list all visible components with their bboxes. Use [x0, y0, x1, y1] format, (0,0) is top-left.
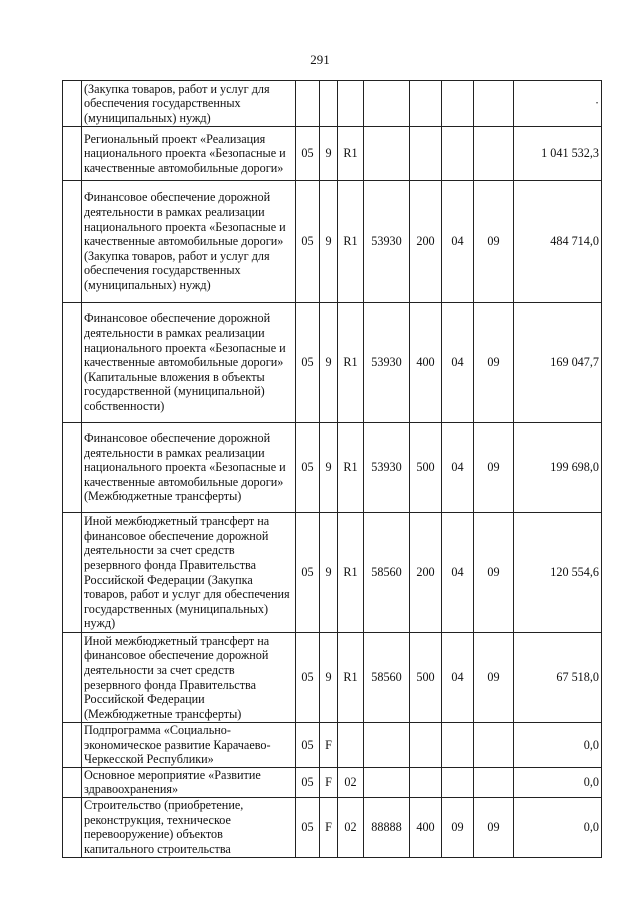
code-subprogram-cell: 02: [338, 797, 364, 857]
row-name-cell: Основное мероприятие «Развитие здравоохранения»: [82, 767, 296, 797]
code-direction-cell: 88888: [364, 797, 410, 857]
code-subprogram-cell: R1: [338, 127, 364, 181]
code-expense-type-cell: 200: [410, 181, 442, 303]
row-amount-cell: ·: [514, 81, 602, 127]
row-amount-cell: 120 554,6: [514, 513, 602, 633]
code-subsection-cell: 09: [474, 423, 514, 513]
table-row: [63, 81, 602, 127]
code-direction-cell: [364, 127, 410, 181]
code-program-cell: 9: [320, 423, 338, 513]
code-section-cell: [442, 81, 474, 127]
row-amount-cell: 0,0: [514, 767, 602, 797]
code-ministry-cell: 05: [296, 767, 320, 797]
row-margin-cell: [63, 127, 82, 181]
code-ministry-cell: [296, 81, 320, 127]
code-program-cell: F: [320, 797, 338, 857]
code-program-cell: F: [320, 723, 338, 768]
row-margin-cell: [63, 513, 82, 633]
table-row: [63, 513, 602, 633]
code-direction-cell: [364, 767, 410, 797]
row-amount-cell: 67 518,0: [514, 633, 602, 723]
row-margin-cell: [63, 81, 82, 127]
code-program-cell: 9: [320, 181, 338, 303]
row-name-cell: Финансовое обеспечение дорожной деятельности в рамках реализации национального проекта «Безопасные и качественные автомобильные дороги» (Капитальные вложения в объекты государственной (муниципальной) собственности): [82, 303, 296, 423]
code-expense-type-cell: [410, 723, 442, 768]
code-subsection-cell: [474, 723, 514, 768]
code-section-cell: [442, 127, 474, 181]
code-expense-type-cell: 500: [410, 633, 442, 723]
code-subprogram-cell: R1: [338, 423, 364, 513]
row-name-cell: Иной межбюджетный трансферт на финансовое обеспечение дорожной деятельности за счет средств резервного фонда Правительства Российской Федерации (Межбюджетные трансферты): [82, 633, 296, 723]
code-ministry-cell: 05: [296, 797, 320, 857]
row-name-cell: Строительство (приобретение, реконструкция, техническое перевооружение) объектов капитального строительства: [82, 797, 296, 857]
row-name-cell: (Закупка товаров, работ и услуг для обеспечения государственных (муниципальных) нужд): [82, 81, 296, 127]
code-subprogram-cell: R1: [338, 513, 364, 633]
code-expense-type-cell: 200: [410, 513, 442, 633]
row-margin-cell: [63, 723, 82, 768]
code-subprogram-cell: R1: [338, 181, 364, 303]
row-name-cell: Финансовое обеспечение дорожной деятельности в рамках реализации национального проекта «Безопасные и качественные автомобильные дороги» (Межбюджетные трансферты): [82, 423, 296, 513]
code-subprogram-cell: R1: [338, 303, 364, 423]
code-section-cell: 04: [442, 513, 474, 633]
code-program-cell: [320, 81, 338, 127]
code-subprogram-cell: 02: [338, 767, 364, 797]
code-section-cell: 04: [442, 303, 474, 423]
code-ministry-cell: 05: [296, 513, 320, 633]
row-amount-cell: 169 047,7: [514, 303, 602, 423]
code-subprogram-cell: R1: [338, 633, 364, 723]
row-name-cell: Подпрограмма «Социально-экономическое развитие Карачаево-Черкесской Республики»: [82, 723, 296, 768]
code-ministry-cell: 05: [296, 303, 320, 423]
row-margin-cell: [63, 767, 82, 797]
row-margin-cell: [63, 797, 82, 857]
row-amount-cell: 484 714,0: [514, 181, 602, 303]
row-margin-cell: [63, 423, 82, 513]
table-row: [63, 127, 602, 181]
code-subprogram-cell: [338, 723, 364, 768]
code-section-cell: 04: [442, 633, 474, 723]
code-section-cell: 09: [442, 797, 474, 857]
code-section-cell: 04: [442, 181, 474, 303]
row-amount-cell: 0,0: [514, 797, 602, 857]
row-name-cell: Иной межбюджетный трансферт на финансовое обеспечение дорожной деятельности за счет средств резервного фонда Правительства Российской Федерации (Закупка товаров, работ и услуг для обеспечения государственных (муниципальных) нужд): [82, 513, 296, 633]
budget-table: [62, 80, 602, 858]
code-section-cell: [442, 723, 474, 768]
row-name-cell: Региональный проект «Реализация национального проекта «Безопасные и качественные автомобильные дороги»: [82, 127, 296, 181]
code-program-cell: 9: [320, 303, 338, 423]
page-number: 291: [310, 52, 330, 67]
code-expense-type-cell: 400: [410, 797, 442, 857]
code-section-cell: 04: [442, 423, 474, 513]
code-program-cell: 9: [320, 633, 338, 723]
table-row: [63, 723, 602, 768]
row-margin-cell: [63, 633, 82, 723]
code-subsection-cell: 09: [474, 303, 514, 423]
table-row: [63, 797, 602, 857]
code-expense-type-cell: 400: [410, 303, 442, 423]
row-margin-cell: [63, 181, 82, 303]
code-subsection-cell: 09: [474, 181, 514, 303]
code-expense-type-cell: [410, 127, 442, 181]
code-direction-cell: 58560: [364, 633, 410, 723]
code-ministry-cell: 05: [296, 127, 320, 181]
code-program-cell: 9: [320, 127, 338, 181]
code-program-cell: F: [320, 767, 338, 797]
code-direction-cell: 53930: [364, 303, 410, 423]
row-amount-cell: 0,0: [514, 723, 602, 768]
table-row: [63, 633, 602, 723]
table-row: [63, 303, 602, 423]
code-subsection-cell: 09: [474, 797, 514, 857]
code-ministry-cell: 05: [296, 633, 320, 723]
code-ministry-cell: 05: [296, 423, 320, 513]
code-ministry-cell: 05: [296, 181, 320, 303]
code-subsection-cell: [474, 127, 514, 181]
table-row: [63, 767, 602, 797]
code-direction-cell: 58560: [364, 513, 410, 633]
code-section-cell: [442, 767, 474, 797]
code-expense-type-cell: 500: [410, 423, 442, 513]
code-direction-cell: [364, 723, 410, 768]
table-row: [63, 181, 602, 303]
code-direction-cell: 53930: [364, 423, 410, 513]
table-row: [63, 423, 602, 513]
code-ministry-cell: 05: [296, 723, 320, 768]
table-body: [63, 81, 602, 858]
code-direction-cell: 53930: [364, 181, 410, 303]
row-name-cell: Финансовое обеспечение дорожной деятельности в рамках реализации национального проекта «Безопасные и качественные автомобильные дороги» (Закупка товаров, работ и услуг для обеспечения государственных (муниципальных) нужд): [82, 181, 296, 303]
code-subprogram-cell: [338, 81, 364, 127]
code-program-cell: 9: [320, 513, 338, 633]
code-expense-type-cell: [410, 767, 442, 797]
code-direction-cell: [364, 81, 410, 127]
row-margin-cell: [63, 303, 82, 423]
row-amount-cell: 199 698,0: [514, 423, 602, 513]
row-amount-cell: 1 041 532,3: [514, 127, 602, 181]
code-subsection-cell: 09: [474, 633, 514, 723]
code-subsection-cell: [474, 767, 514, 797]
code-expense-type-cell: [410, 81, 442, 127]
code-subsection-cell: [474, 81, 514, 127]
code-subsection-cell: 09: [474, 513, 514, 633]
